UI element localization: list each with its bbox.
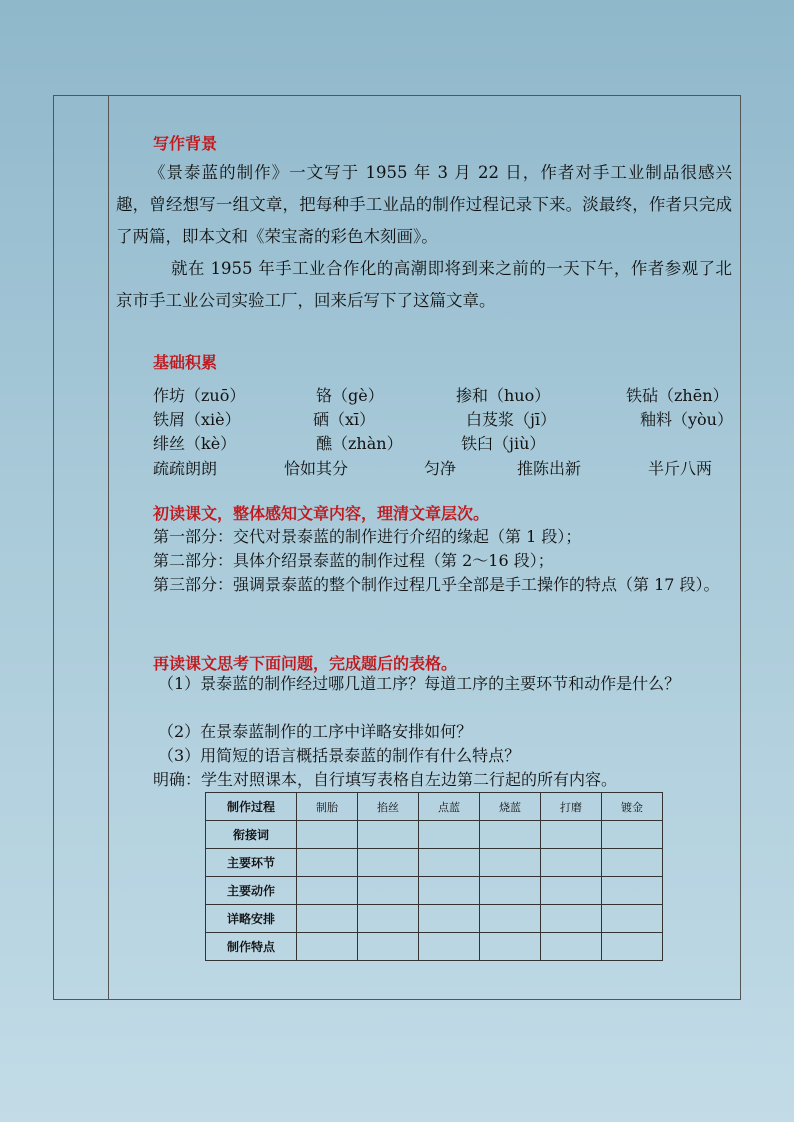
vocab-item: 铁砧（zhēn） xyxy=(626,386,729,405)
vocab-item: 釉料（yòu） xyxy=(640,410,733,429)
empty-cell[interactable] xyxy=(541,877,602,905)
question-line: （1）景泰蓝的制作经过哪几道工序？每道工序的主要环节和动作是什么？ xyxy=(158,674,681,693)
question-line: （3）用简短的语言概括景泰蓝的制作有什么特点？ xyxy=(158,746,521,765)
table-header-cell: 打磨 xyxy=(541,793,602,821)
empty-cell[interactable] xyxy=(602,849,663,877)
empty-cell[interactable] xyxy=(297,849,358,877)
vocab-item: 半斤八两 xyxy=(648,459,713,478)
row-label: 主要动作 xyxy=(206,877,297,905)
table-header-cell: 掐丝 xyxy=(358,793,419,821)
empty-cell[interactable] xyxy=(602,821,663,849)
row-label: 制作特点 xyxy=(206,933,297,961)
empty-cell[interactable] xyxy=(419,821,480,849)
vocab-item: 白芨浆（jī） xyxy=(466,410,557,429)
empty-cell[interactable] xyxy=(297,905,358,933)
table-row xyxy=(206,849,663,877)
vocab-item: 绯丝（kè） xyxy=(153,434,237,453)
vocab-item: 疏疏朗朗 xyxy=(153,459,218,478)
row-label: 衔接词 xyxy=(206,821,297,849)
empty-cell[interactable] xyxy=(602,877,663,905)
row-label: 详略安排 xyxy=(206,905,297,933)
vocab-item: 铁屑（xiè） xyxy=(153,410,241,429)
empty-cell[interactable] xyxy=(541,849,602,877)
empty-cell[interactable] xyxy=(297,821,358,849)
table-header-cell: 点蓝 xyxy=(419,793,480,821)
empty-cell[interactable] xyxy=(358,877,419,905)
part-line: 第三部分：强调景泰蓝的整个制作过程几乎全部是手工操作的特点（第 17 段）。 xyxy=(153,575,720,594)
vocab-item: 恰如其分 xyxy=(284,459,349,478)
vocab-item: 推陈出新 xyxy=(517,459,582,478)
vocab-item: 醮（zhàn） xyxy=(316,434,403,453)
empty-cell[interactable] xyxy=(297,933,358,961)
table-header-cell: 镀金 xyxy=(602,793,663,821)
vocab-item: 匀净 xyxy=(424,459,457,478)
empty-cell[interactable] xyxy=(602,933,663,961)
empty-cell[interactable] xyxy=(419,905,480,933)
empty-cell[interactable] xyxy=(358,933,419,961)
vocab-item: 作坊（zuō） xyxy=(153,386,246,405)
empty-cell[interactable] xyxy=(358,849,419,877)
vocab-item: 铁臼（jiù） xyxy=(461,434,546,453)
document-frame xyxy=(53,95,741,1000)
background-paragraph-1: 《景泰蓝的制作》一文写于 1955 年 3 月 22 日，作者对手工业制品很感兴趣，曾经想写一组文章，把每种手工业品的制作过程记录下来。淡最终，作者只完成了两篇，即本文和《荣宝斋的彩色木刻画》。 xyxy=(116,163,732,246)
table-row xyxy=(206,905,663,933)
process-table xyxy=(205,792,663,961)
question-line: （2）在景泰蓝制作的工序中详略安排如何？ xyxy=(158,722,473,741)
column-divider xyxy=(108,96,109,999)
vocab-item: 掺和（huo） xyxy=(456,386,551,405)
empty-cell[interactable] xyxy=(297,877,358,905)
empty-cell[interactable] xyxy=(480,877,541,905)
empty-cell[interactable] xyxy=(358,821,419,849)
part-line: 第二部分：具体介绍景泰蓝的制作过程（第 2～16 段）； xyxy=(153,551,554,570)
first-reading-heading: 初读课文，整体感知文章内容，理清文章层次。 xyxy=(153,504,490,523)
empty-cell[interactable] xyxy=(602,905,663,933)
empty-cell[interactable] xyxy=(541,821,602,849)
answer-line: 明确：学生对照课本，自行填写表格自左边第二行起的所有内容。 xyxy=(153,770,618,789)
table-header-cell: 制胎 xyxy=(297,793,358,821)
empty-cell[interactable] xyxy=(419,933,480,961)
row-label: 主要环节 xyxy=(206,849,297,877)
empty-cell[interactable] xyxy=(541,933,602,961)
vocab-item: 铬（gè） xyxy=(316,386,384,405)
table-row xyxy=(206,877,663,905)
empty-cell[interactable] xyxy=(358,905,419,933)
table-header-row xyxy=(206,793,663,821)
part-line: 第一部分：交代对景泰蓝的制作进行介绍的缘起（第 1 段）； xyxy=(153,527,582,546)
vocab-item: 硒（xī） xyxy=(313,410,376,429)
empty-cell[interactable] xyxy=(480,821,541,849)
basics-heading: 基础积累 xyxy=(153,353,218,372)
empty-cell[interactable] xyxy=(480,849,541,877)
empty-cell[interactable] xyxy=(541,905,602,933)
table-row xyxy=(206,821,663,849)
empty-cell[interactable] xyxy=(419,877,480,905)
background-heading: 写作背景 xyxy=(153,134,218,153)
background-paragraph-2: 就在 1955 年手工业合作化的高潮即将到来之前的一天下午，作者参观了北京市手工业公司实验工厂，回来后写下了这篇文章。 xyxy=(116,259,732,310)
empty-cell[interactable] xyxy=(480,905,541,933)
table-header-cell: 制作过程 xyxy=(206,793,297,821)
empty-cell[interactable] xyxy=(419,849,480,877)
second-reading-heading: 再读课文思考下面问题，完成题后的表格。 xyxy=(153,654,458,673)
table-header-cell: 烧蓝 xyxy=(480,793,541,821)
table-row xyxy=(206,933,663,961)
empty-cell[interactable] xyxy=(480,933,541,961)
